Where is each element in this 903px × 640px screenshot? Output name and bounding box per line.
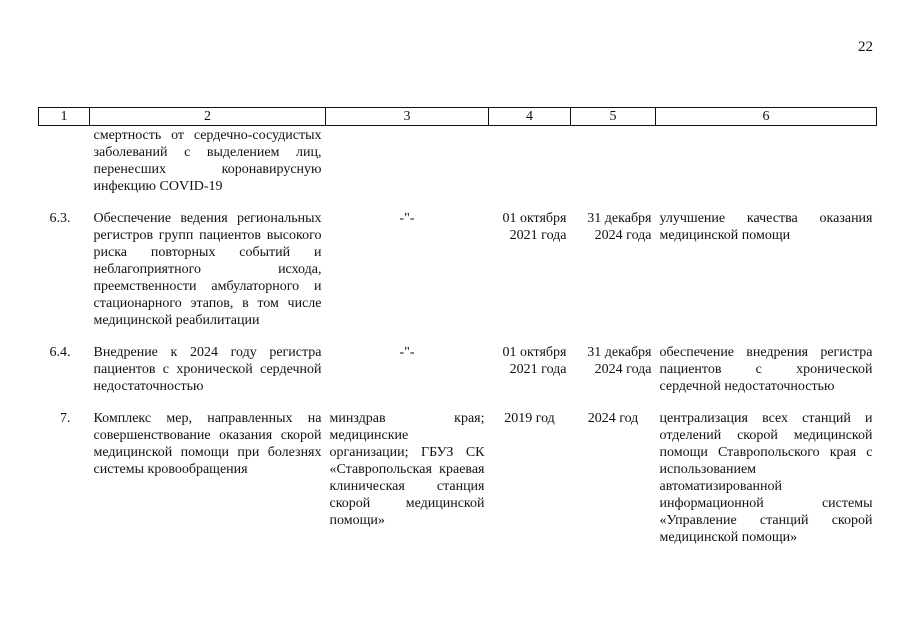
end-date: 31 декабря 2024 года — [587, 211, 652, 243]
executor: -"- — [399, 345, 415, 360]
page-number: 22 — [858, 39, 873, 55]
executor: -"- — [399, 211, 415, 226]
column-number-4: 4 — [489, 108, 571, 126]
expected-result: обеспечение внедрения регистра пациентов с хронической сердечной недостаточностью — [659, 345, 873, 394]
row-number: 7. — [60, 411, 71, 426]
table-row — [39, 410, 877, 546]
measure-name: смертность от сердечно-сосудистых заболеваний с выделением лиц, перенесших коронавирусную инфекцию COVID-19 — [93, 128, 322, 194]
start-date — [489, 126, 571, 211]
expected-result: улучшение качества оказания медицинской помощи — [659, 211, 873, 243]
measure-name: Комплекс мер, направленных на совершенствование оказания скорой медицинской помощи при болезнях системы кровообращения — [93, 411, 322, 477]
column-number-5: 5 — [571, 108, 656, 126]
measure-name: Обеспечение ведения региональных регистров групп пациентов высокого риска повторных событий и неблагоприятного исхода, преемственности амбулаторного и стационарного этапов, в том числе медицинской реабилитации — [93, 211, 322, 328]
table-row — [39, 210, 877, 344]
table-row — [39, 344, 877, 410]
end-date: 2024 год — [587, 411, 639, 426]
expected-result: централизация всех станций и отделений скорой медицинской помощи Ставропольского края с использованием автоматизированной информационной системы «Управление станций скорой медицинской помощи» — [659, 411, 873, 545]
expected-result — [656, 126, 877, 211]
measure-name: Внедрение к 2024 году регистра пациентов с хронической сердечной недостаточностью — [93, 345, 322, 394]
row-number: 6.3. — [49, 211, 71, 226]
row-number: 6.4. — [49, 345, 71, 360]
column-number-2: 2 — [90, 108, 326, 126]
column-number-6: 6 — [656, 108, 877, 126]
measures-table — [38, 107, 877, 546]
start-date: 01 октября 2021 года — [502, 211, 567, 243]
executor: минздрав края; медицинские организации; ГБУЗ СК «Ставропольская краевая клиническая станция скорой медицинской помощи» — [329, 411, 485, 528]
column-number-1: 1 — [39, 108, 90, 126]
start-date: 2019 год — [504, 411, 555, 426]
table-row — [39, 126, 877, 211]
executor — [326, 126, 489, 211]
column-number-row — [39, 108, 877, 126]
start-date: 01 октября 2021 года — [502, 345, 567, 377]
column-number-3: 3 — [326, 108, 489, 126]
end-date: 31 декабря 2024 года — [587, 345, 652, 377]
end-date — [571, 126, 656, 211]
row-number — [39, 126, 90, 211]
